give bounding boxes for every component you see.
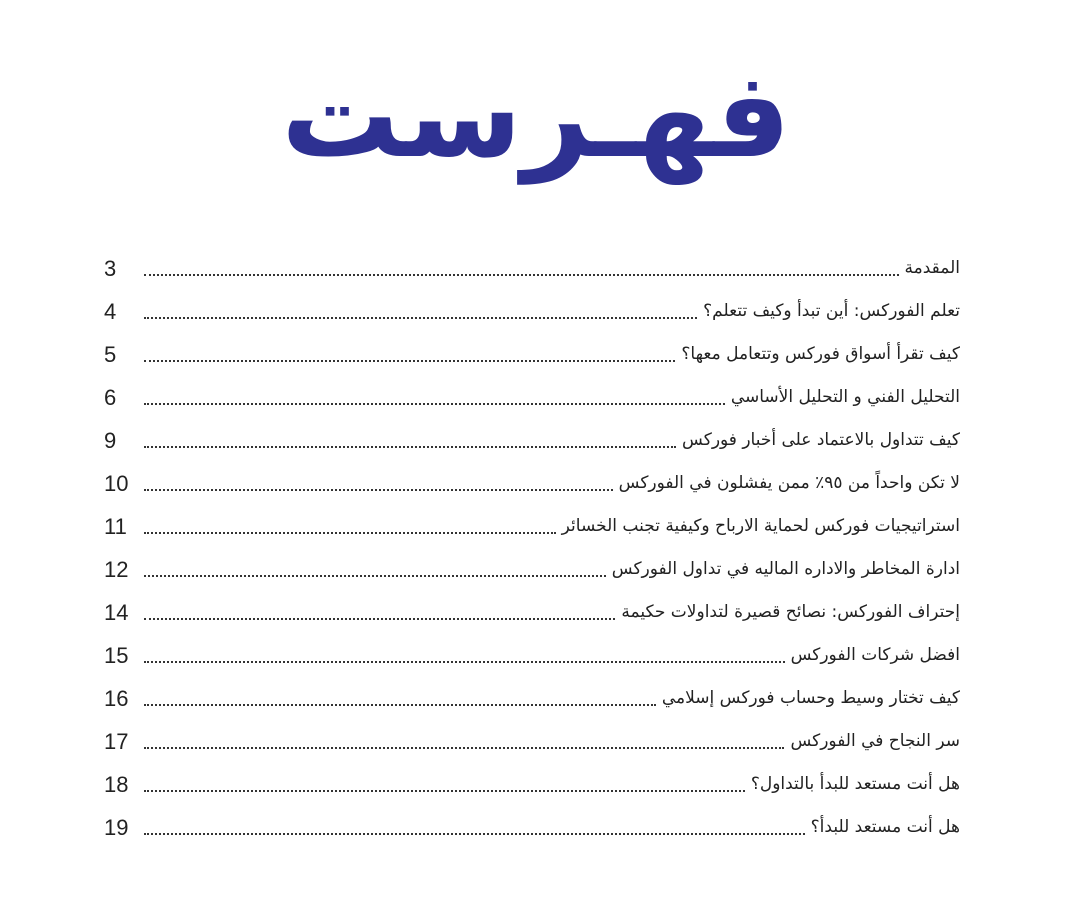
toc-leader-dots [144,574,606,577]
toc-leader-dots [144,703,656,706]
toc-leader-dots [144,832,805,835]
toc-entry-label: التحليل الفني و التحليل الأساسي [730,387,960,407]
toc-leader-dots [144,660,785,663]
toc-entry-label: افضل شركات الفوركس [790,645,960,665]
toc-leader-dots [144,402,725,405]
toc-entry-page-number: 18 [104,772,129,797]
toc-entry [104,799,960,842]
toc-entry-label: كيف تختار وسيط وحساب فوركس إسلامي [661,688,960,708]
toc-entry-page-number: 3 [104,256,117,281]
toc-entry-page-number: 12 [104,557,129,582]
toc-entry-page-number: 15 [104,643,129,668]
toc-entry [104,670,960,713]
toc-entry [104,627,960,670]
toc-entry [104,541,960,584]
toc-leader-dots [144,316,697,319]
toc-entry-page-number: 10 [104,471,129,496]
toc-leader-dots [144,445,676,448]
toc-leader-dots [144,746,784,749]
toc-leader-dots [144,488,613,491]
toc-entry [104,455,960,498]
toc-entry-page-number: 16 [104,686,129,711]
table-of-contents [104,240,960,842]
toc-entry-label: ادارة المخاطر والاداره الماليه في تداول الفوركس [611,559,960,579]
toc-leader-dots [144,789,745,792]
toc-entry-page-number: 9 [104,428,117,453]
toc-entry [104,369,960,412]
toc-leader-dots [144,531,556,534]
toc-entry-page-number: 11 [104,514,127,539]
toc-entry-page-number: 6 [104,385,117,410]
toc-entry-label: كيف تتداول بالاعتماد على أخبار فوركس [682,430,960,450]
toc-entry [104,240,960,283]
toc-entry [104,283,960,326]
toc-entry-page-number: 4 [104,299,117,324]
toc-entry-label: إحتراف الفوركس: نصائح قصيرة لتداولات حكيمة [621,602,960,622]
toc-leader-dots [144,273,899,276]
toc-entry-page-number: 14 [104,600,129,625]
toc-entry-label: استراتيجيات فوركس لحماية الارباح وكيفية تجنب الخسائر [561,516,960,536]
toc-entry-page-number: 17 [104,729,129,754]
toc-entry-label: سر النجاح في الفوركس [790,731,960,751]
toc-entry [104,584,960,627]
toc-entry-page-number: 5 [104,342,117,367]
toc-entry-label: تعلم الفوركس: أين تبدأ وكيف تتعلم؟ [703,301,960,321]
toc-entry-label: المقدمة [904,258,960,278]
toc-entry-label: هل أنت مستعد للبدأ؟ [810,817,960,837]
toc-entry [104,756,960,799]
toc-entry-page-number: 19 [104,815,129,840]
toc-entry-label: هل أنت مستعد للبدأ بالتداول؟ [750,774,960,794]
toc-entry-label: لا تكن واحداً من ٩٥٪ ممن يفشلون في الفوركس [618,473,960,493]
page-title: فهـرست [281,46,791,184]
toc-entry [104,713,960,756]
toc-leader-dots [144,359,675,362]
toc-leader-dots [144,617,615,620]
toc-entry-label: كيف تقرأ أسواق فوركس وتتعامل معها؟ [681,344,960,364]
toc-entry [104,326,960,369]
toc-entry [104,498,960,541]
toc-entry [104,412,960,455]
